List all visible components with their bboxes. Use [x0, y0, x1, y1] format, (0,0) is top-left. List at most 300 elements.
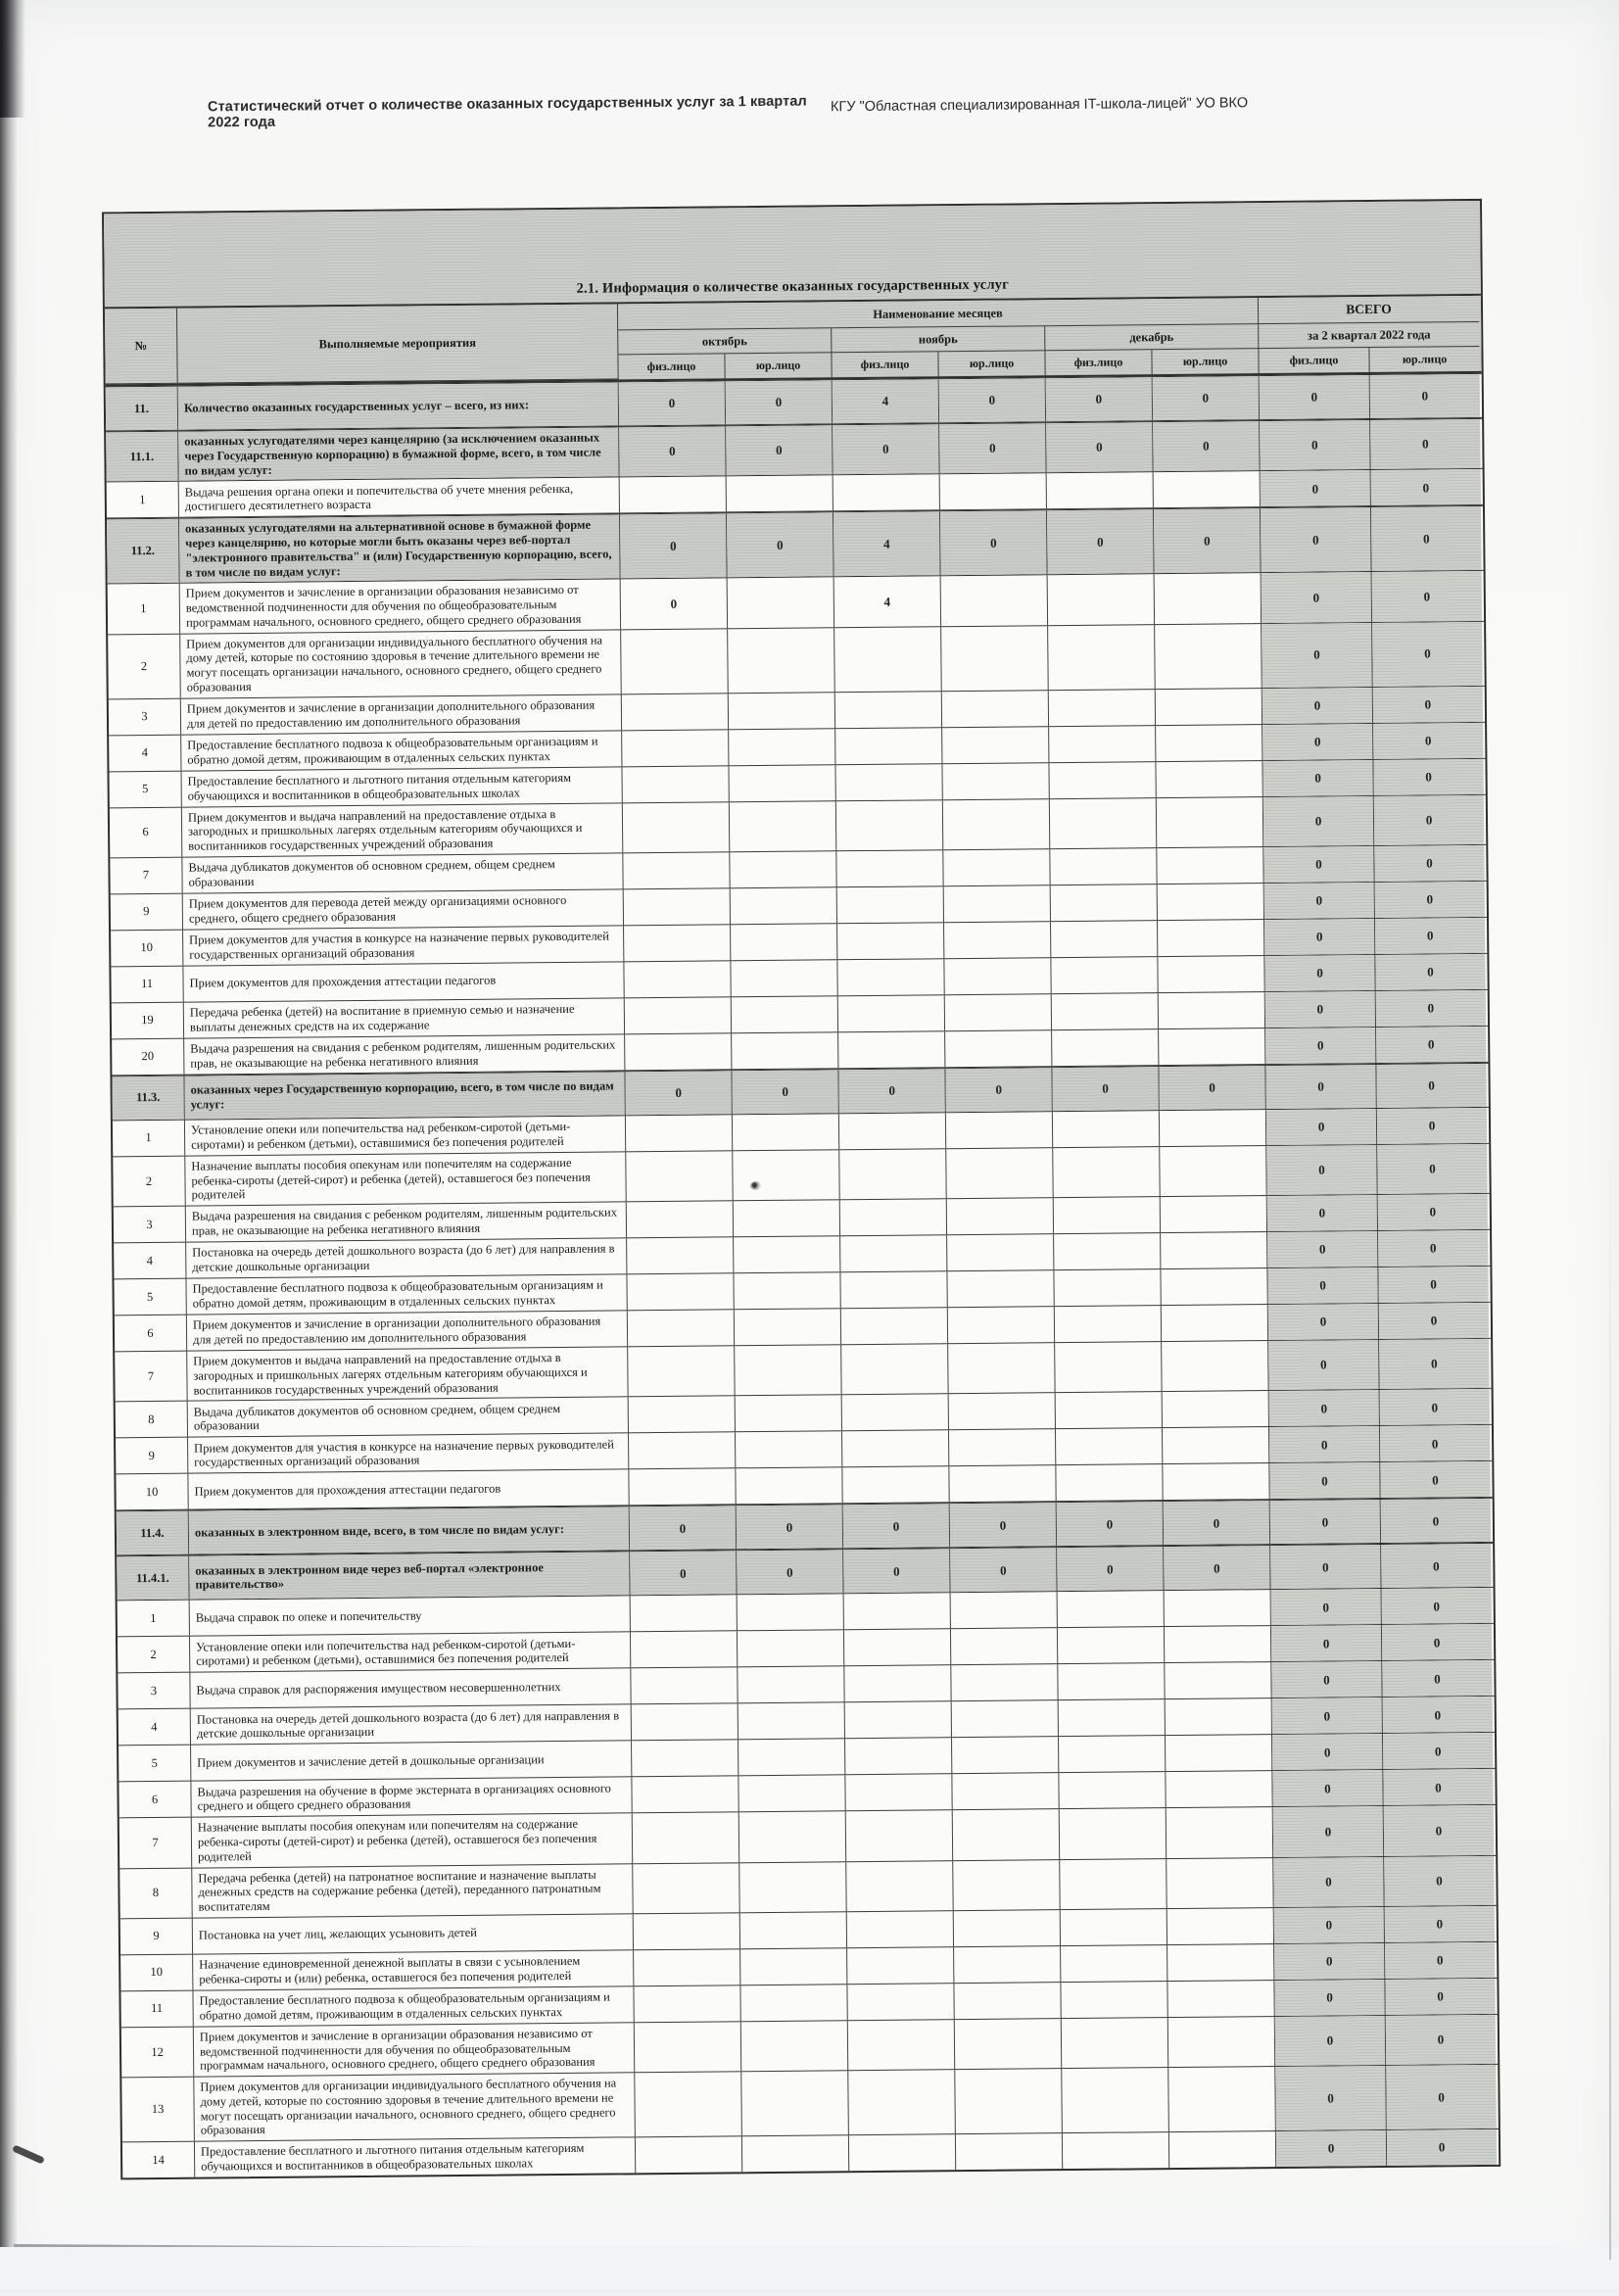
row-label: Предоставление бесплатного и льготного питания отдельным категориям обучающихся и воспитанников в общеобразовательных школах — [195, 2137, 636, 2176]
total-value-cell: 0 — [1371, 506, 1482, 571]
month-value-cell — [729, 765, 835, 801]
row-label: Прием документов для участия в конкурсе на назначение первых руководителей государственных организаций образования — [183, 926, 624, 965]
month-value-cell — [730, 851, 836, 887]
month-value-cell — [1058, 1627, 1165, 1663]
scanner-background — [0, 2247, 1619, 2289]
month-value-cell — [839, 1149, 946, 1199]
month-value-cell — [731, 887, 837, 924]
month-value-cell — [1055, 1306, 1162, 1342]
header-month-december: декабрь — [1045, 324, 1259, 351]
month-value-cell: 0 — [1159, 1066, 1265, 1110]
month-value-cell — [1167, 1908, 1274, 1944]
total-value-cell: 0 — [1272, 1770, 1383, 1806]
total-value-cell: 0 — [1384, 1855, 1494, 1905]
month-value-cell: 4 — [834, 576, 941, 626]
total-value-cell: 0 — [1266, 1145, 1377, 1195]
month-value-cell — [1054, 1197, 1161, 1233]
month-value-cell: 0 — [939, 423, 1046, 473]
row-number: 1 — [118, 1601, 190, 1637]
total-value-cell: 0 — [1372, 621, 1483, 686]
total-value-cell: 0 — [1264, 955, 1375, 991]
month-value-cell: 0 — [1153, 421, 1260, 471]
month-value-cell — [949, 1429, 1056, 1465]
month-value-cell — [847, 1947, 954, 1984]
month-value-cell — [1059, 1699, 1166, 1736]
row-number: 7 — [110, 857, 182, 893]
month-value-cell — [951, 1592, 1058, 1628]
month-value-cell — [1051, 885, 1158, 921]
total-value-cell: 0 — [1275, 2066, 1387, 2130]
header-yur: юр.лицо — [938, 351, 1045, 376]
total-value-cell: 0 — [1375, 918, 1485, 954]
total-value-cell: 0 — [1261, 507, 1372, 572]
row-label: оказанных услугодателями на альтернативной основе в бумажной форме через канцелярию, но которые могли быть оказаны через веб-портал "электронного правительства" и (или) Государственную корпорацию, всего, в том числе по видам услуг: — [179, 515, 621, 583]
month-value-cell — [733, 1150, 839, 1200]
month-value-cell — [1167, 1807, 1273, 1857]
month-value-cell: 0 — [833, 424, 939, 474]
month-value-cell — [1156, 761, 1262, 797]
row-number: 5 — [119, 1746, 191, 1782]
row-label: оказанных в электронном виде через веб-портал «электронное правительство» — [189, 1553, 630, 1600]
month-value-cell — [949, 1393, 1056, 1429]
month-value-cell: 0 — [726, 425, 833, 475]
month-value-cell — [621, 629, 729, 694]
month-value-cell — [952, 1700, 1059, 1737]
month-value-cell — [947, 1234, 1054, 1270]
total-value-cell: 0 — [1373, 758, 1483, 794]
month-value-cell — [955, 2019, 1062, 2069]
row-number: 6 — [110, 807, 182, 857]
row-number: 5 — [109, 771, 181, 807]
row-number: 4 — [114, 1243, 186, 1279]
row-number: 11. — [106, 387, 178, 431]
month-value-cell — [1155, 573, 1262, 623]
month-value-cell — [836, 850, 943, 886]
month-value-cell — [629, 1397, 736, 1433]
row-label: оказанных через Государственную корпорацию, всего, в том числе по видам услуг: — [184, 1072, 625, 1119]
total-value-cell: 0 — [1379, 1303, 1489, 1339]
table-header — [105, 296, 1482, 386]
total-value-cell: 0 — [1384, 1805, 1494, 1855]
row-label: Назначение выплаты пособия опекунам или попечителям на содержание ребенка-сироты (детей-сирот) и ребенка (детей), оставшегося без попечения родителей — [192, 1814, 633, 1868]
header-total: ВСЕГО — [1259, 296, 1479, 324]
page-header — [0, 86, 1609, 131]
month-value-cell — [845, 1738, 952, 1774]
total-value-cell: 0 — [1382, 1588, 1492, 1624]
month-value-cell — [1158, 956, 1264, 992]
month-value-cell — [954, 1946, 1061, 1983]
month-value-cell — [627, 1201, 734, 1237]
report-title: Статистический отчет о количестве оказанных государственных услуг за 1 квартал 2022 года — [207, 93, 807, 131]
total-value-cell: 0 — [1382, 1624, 1492, 1660]
row-number: 1 — [113, 1120, 185, 1156]
total-value-cell: 0 — [1381, 1499, 1491, 1543]
month-value-cell — [940, 473, 1047, 509]
month-value-cell — [945, 994, 1052, 1030]
month-value-cell — [1159, 1028, 1265, 1065]
total-value-cell: 0 — [1273, 1806, 1384, 1856]
row-label: Выдача дубликатов документов об основном среднем, общем среднем образовании — [182, 853, 623, 892]
row-number: 12 — [121, 2027, 194, 2077]
month-value-cell — [627, 1273, 734, 1310]
month-value-cell — [949, 1465, 1056, 1502]
month-value-cell — [1161, 1232, 1267, 1268]
month-value-cell — [1049, 762, 1156, 798]
row-number: 6 — [119, 1782, 191, 1818]
month-value-cell — [837, 923, 944, 959]
month-value-cell — [1062, 2018, 1168, 2068]
total-value-cell: 0 — [1262, 688, 1373, 724]
month-value-cell — [944, 922, 1051, 958]
month-value-cell: 0 — [1154, 508, 1262, 573]
scanner-edge-artifact — [0, 0, 18, 2289]
month-value-cell — [625, 1033, 732, 1070]
month-value-cell — [1054, 1269, 1161, 1306]
month-value-cell: 0 — [620, 514, 728, 579]
month-value-cell: 0 — [843, 1549, 950, 1593]
month-value-cell — [953, 1809, 1060, 1859]
total-value-cell: 0 — [1271, 1661, 1382, 1698]
month-value-cell — [632, 1741, 738, 1777]
month-value-cell: 0 — [727, 513, 834, 578]
month-value-cell — [731, 924, 837, 960]
month-value-cell — [742, 2135, 849, 2172]
page-right-edge — [1609, 1126, 1611, 2260]
total-value-cell: 0 — [1385, 1942, 1495, 1979]
total-value-cell: 0 — [1269, 1462, 1380, 1499]
month-value-cell — [1169, 2131, 1276, 2168]
month-value-cell — [948, 1307, 1055, 1343]
row-label: оказанных услугодателями через канцелярию (за исключением оказанных через Государственную корпорацию) в бумажной форме, всего, в том числе по видам услуг: — [178, 427, 619, 481]
month-value-cell — [840, 1199, 947, 1235]
month-value-cell — [634, 1913, 740, 1949]
month-value-cell — [1053, 1147, 1160, 1197]
month-value-cell — [954, 1983, 1061, 2019]
month-value-cell — [844, 1629, 951, 1665]
header-fiz: физ.лицо — [1259, 348, 1369, 373]
total-value-cell: 0 — [1276, 2130, 1387, 2167]
total-value-cell: 0 — [1267, 1195, 1378, 1231]
month-value-cell — [727, 476, 833, 512]
month-value-cell — [836, 800, 943, 850]
month-value-cell: 0 — [726, 380, 833, 424]
month-value-cell — [622, 730, 729, 766]
total-value-cell: 0 — [1386, 2065, 1497, 2129]
total-value-cell: 0 — [1263, 846, 1374, 883]
month-value-cell — [728, 628, 835, 693]
month-value-cell — [1048, 574, 1155, 624]
month-value-cell — [635, 2072, 742, 2136]
total-value-cell: 0 — [1266, 1109, 1377, 1145]
month-value-cell: 0 — [619, 381, 726, 425]
header-total-period: за 2 квартал 2022 года — [1259, 322, 1479, 349]
month-value-cell: 0 — [1052, 1067, 1159, 1111]
month-value-cell — [838, 1031, 945, 1068]
month-value-cell — [729, 693, 835, 729]
month-value-cell — [842, 1466, 949, 1503]
month-value-cell: 4 — [833, 379, 939, 423]
month-value-cell — [1050, 848, 1157, 885]
row-label: Выдача разрешения на обучение в форме экстерната в организациях основного среднего и общего среднего образования — [191, 1778, 632, 1817]
month-value-cell — [626, 1151, 733, 1201]
month-value-cell — [741, 2021, 848, 2071]
row-number: 9 — [120, 1918, 193, 1954]
month-value-cell: 0 — [732, 1070, 838, 1114]
month-value-cell — [849, 2134, 956, 2171]
month-value-cell — [732, 1032, 838, 1069]
row-number: 7 — [119, 1818, 192, 1868]
row-number: 19 — [112, 1002, 184, 1038]
month-value-cell — [1159, 992, 1265, 1028]
month-value-cell — [738, 1775, 845, 1811]
month-value-cell — [626, 1115, 733, 1151]
month-value-cell: 0 — [1057, 1547, 1164, 1591]
total-value-cell: 0 — [1379, 1339, 1489, 1389]
month-value-cell — [844, 1665, 951, 1701]
total-value-cell: 0 — [1271, 1589, 1382, 1625]
month-value-cell — [620, 477, 727, 513]
row-label: Выдача разрешения на свидания с ребенком родителям, лишенным родительских прав, не оказывающие на ребенка негативного влияния — [184, 1034, 625, 1074]
month-value-cell: 0 — [630, 1552, 737, 1596]
month-value-cell: 0 — [621, 579, 728, 629]
month-value-cell: 0 — [950, 1548, 1057, 1592]
month-value-cell: 0 — [1153, 376, 1260, 420]
month-value-cell — [943, 849, 1050, 885]
month-value-cell — [740, 1948, 847, 1985]
total-value-cell: 0 — [1377, 1108, 1487, 1144]
row-label: оказанных в электронном виде, всего, в том числе по видам услуг: — [189, 1507, 630, 1555]
month-value-cell — [848, 2070, 956, 2134]
total-value-cell: 0 — [1267, 1268, 1378, 1304]
row-number: 4 — [109, 735, 181, 771]
month-value-cell — [634, 1949, 740, 1985]
header-activities: Выполняемые мероприятия — [177, 304, 619, 383]
month-value-cell — [951, 1664, 1058, 1700]
report-table — [102, 199, 1500, 2179]
row-label: Прием документов и зачисление в организации дополнительного образования для детей по предоставлению им дополнительного образования — [187, 1311, 628, 1350]
total-value-cell: 0 — [1387, 2129, 1497, 2166]
month-value-cell — [1050, 798, 1157, 848]
month-value-cell — [732, 996, 838, 1032]
month-value-cell — [739, 1811, 846, 1861]
month-value-cell — [628, 1310, 735, 1346]
month-value-cell: 0 — [630, 1507, 737, 1551]
month-value-cell — [1063, 2132, 1169, 2169]
total-value-cell: 0 — [1264, 919, 1375, 955]
month-value-cell — [1167, 1944, 1274, 1981]
total-value-cell: 0 — [1385, 1906, 1495, 1942]
total-value-cell: 0 — [1380, 1389, 1490, 1425]
total-value-cell: 0 — [1265, 991, 1376, 1028]
row-label: Прием документов и зачисление в организации образования независимо от ведомственной подчиненности для обучения по общеобразовательным программам начального, основного среднего, общего среднего образования — [194, 2023, 635, 2077]
header-month-october: октябрь — [618, 328, 832, 355]
month-value-cell — [634, 1985, 740, 2022]
total-value-cell: 0 — [1374, 845, 1484, 882]
month-value-cell — [633, 1863, 739, 1913]
row-number: 3 — [109, 698, 181, 735]
month-value-cell — [1161, 1268, 1267, 1305]
row-number: 11 — [120, 1990, 193, 2027]
total-value-cell: 0 — [1274, 1980, 1385, 2016]
total-value-cell: 0 — [1377, 1144, 1487, 1194]
month-value-cell — [624, 961, 731, 997]
total-value-cell: 0 — [1268, 1304, 1379, 1340]
row-label: Предоставление бесплатного и льготного питания отдельным категориям обучающихся и воспитанников в общеобразовательных школах — [181, 767, 622, 806]
month-value-cell — [954, 1910, 1061, 1946]
month-value-cell — [1056, 1428, 1163, 1464]
month-value-cell: 0 — [737, 1550, 843, 1594]
month-value-cell — [740, 1985, 847, 2021]
total-value-cell: 0 — [1270, 1500, 1381, 1544]
month-value-cell — [1163, 1391, 1269, 1427]
month-value-cell — [736, 1395, 842, 1431]
total-value-cell: 0 — [1370, 374, 1480, 418]
total-value-cell: 0 — [1380, 1461, 1490, 1498]
row-label: Выдача решения органа опеки и попечительства об учете мнения ребенка, достигшего десятилетнего возраста — [179, 478, 620, 517]
month-value-cell — [947, 1198, 1054, 1234]
month-value-cell — [956, 2133, 1063, 2170]
month-value-cell — [835, 764, 942, 800]
total-value-cell: 0 — [1370, 419, 1480, 469]
row-label: Прием документов и зачисление в организации дополнительного образования для детей по предоставлению им дополнительного образования — [181, 694, 622, 734]
total-value-cell: 0 — [1375, 954, 1485, 990]
row-label: Постановка на очередь детей дошкольного возраста (до 6 лет) для направления в детские дошкольные организации — [186, 1238, 627, 1277]
month-value-cell — [952, 1773, 1059, 1809]
total-value-cell: 0 — [1269, 1426, 1380, 1462]
month-value-cell — [738, 1666, 844, 1702]
total-value-cell: 0 — [1265, 1028, 1376, 1064]
month-value-cell — [846, 1861, 953, 1911]
organization-name: КГУ "Областная специализированная IT-школа-лицей" УО ВКО — [830, 95, 1249, 116]
month-value-cell — [945, 1030, 1052, 1067]
month-value-cell — [1054, 1233, 1161, 1269]
month-value-cell — [1166, 1735, 1272, 1771]
row-number: 9 — [111, 893, 183, 930]
month-value-cell — [943, 799, 1050, 849]
month-value-cell: 0 — [1164, 1501, 1270, 1545]
month-value-cell — [1166, 1698, 1272, 1735]
month-value-cell — [1060, 1808, 1167, 1858]
month-value-cell — [942, 727, 1049, 763]
month-value-cell — [1059, 1772, 1166, 1808]
total-value-cell: 0 — [1262, 760, 1373, 796]
total-value-cell: 0 — [1376, 1027, 1486, 1063]
row-number: 9 — [116, 1438, 188, 1474]
total-value-cell: 0 — [1274, 1943, 1385, 1980]
total-value-cell: 0 — [1373, 686, 1483, 722]
month-value-cell — [834, 627, 942, 692]
row-number: 10 — [116, 1474, 188, 1510]
month-value-cell — [633, 1813, 739, 1863]
month-value-cell — [1058, 1663, 1165, 1699]
total-value-cell: 0 — [1260, 375, 1370, 419]
header-fiz: физ.лицо — [832, 352, 938, 377]
table-section-title: 2.1. Информация о количестве оказанных государственных услуг — [104, 201, 1481, 309]
month-value-cell — [1158, 920, 1264, 956]
month-value-cell — [952, 1737, 1059, 1773]
month-value-cell — [1160, 1146, 1266, 1196]
row-label: Прием документов для организации индивидуального бесплатного обучения на дому детей, которые по состоянию здоровья в течение длительного времени не могут посещать организации начального, основного среднего, общего среднего образования — [194, 2073, 636, 2140]
month-value-cell — [846, 1810, 953, 1860]
total-value-cell: 0 — [1376, 990, 1486, 1027]
month-value-cell — [1052, 1029, 1159, 1066]
month-value-cell — [845, 1701, 952, 1738]
month-value-cell — [835, 728, 942, 764]
month-value-cell — [942, 691, 1049, 727]
month-value-cell — [736, 1431, 842, 1467]
row-label: Предоставление бесплатного подвоза к общеобразовательным организациям и обратно домой детям, проживающим в отдаленных сельских пунктах — [186, 1274, 627, 1314]
row-number: 8 — [119, 1868, 192, 1918]
month-value-cell: 0 — [1046, 377, 1153, 421]
month-value-cell — [635, 2022, 741, 2072]
month-value-cell — [629, 1469, 736, 1506]
total-value-cell: 0 — [1267, 1231, 1378, 1268]
total-value-cell: 0 — [1264, 883, 1375, 919]
total-value-cell: 0 — [1374, 794, 1484, 844]
row-number: 1 — [108, 584, 180, 634]
month-value-cell — [1166, 1771, 1272, 1807]
total-value-cell: 0 — [1268, 1340, 1379, 1390]
month-value-cell — [632, 1777, 738, 1813]
month-value-cell — [1165, 1590, 1271, 1626]
total-value-cell: 0 — [1262, 572, 1372, 622]
month-value-cell — [1052, 993, 1159, 1029]
month-value-cell — [728, 578, 834, 628]
month-value-cell: 4 — [833, 511, 941, 576]
month-value-cell: 0 — [950, 1503, 1057, 1547]
row-number: 2 — [118, 1637, 190, 1673]
total-value-cell: 0 — [1270, 1545, 1381, 1589]
month-value-cell — [735, 1309, 841, 1345]
row-number: 4 — [119, 1709, 191, 1746]
row-label: Прием документов для участия в конкурсе на назначение первых руководителей государственных организаций образования — [188, 1434, 629, 1473]
row-number: 6 — [115, 1315, 187, 1352]
row-number: 10 — [120, 1954, 193, 1990]
month-value-cell — [942, 763, 1049, 799]
month-value-cell: 0 — [1046, 422, 1153, 472]
month-value-cell — [1162, 1305, 1268, 1341]
total-value-cell: 0 — [1381, 1544, 1491, 1588]
row-number: 11 — [111, 966, 183, 1002]
month-value-cell — [1049, 690, 1156, 726]
month-value-cell — [624, 925, 731, 961]
row-label: Предоставление бесплатного подвоза к общеобразовательным организациям и обратно домой детям, проживающим в отдаленных сельских пунктах — [181, 731, 622, 770]
row-number: 13 — [121, 2078, 195, 2142]
month-value-cell — [838, 995, 945, 1031]
total-value-cell: 0 — [1265, 1065, 1376, 1109]
month-value-cell — [627, 1237, 734, 1273]
month-value-cell: 0 — [945, 1068, 1052, 1112]
header-yur: юр.лицо — [1152, 349, 1259, 374]
month-value-cell — [734, 1272, 840, 1309]
row-number: 3 — [118, 1673, 190, 1709]
total-value-cell: 0 — [1378, 1230, 1488, 1267]
month-value-cell — [1167, 1858, 1273, 1908]
month-value-cell — [1058, 1591, 1165, 1627]
month-value-cell — [1062, 2068, 1169, 2132]
row-label: Количество оказанных государственных услуг – всего, из них: — [178, 382, 619, 429]
total-value-cell: 0 — [1260, 420, 1370, 470]
row-label: Выдача дубликатов документов об основном среднем, общем среднем образовании — [188, 1398, 629, 1437]
row-label: Постановка на учет лиц, желающих усыновить детей — [193, 1914, 634, 1953]
month-value-cell — [1047, 472, 1154, 508]
row-label: Прием документов для прохождения аттестации педагогов — [183, 962, 624, 1001]
month-value-cell — [1157, 847, 1263, 884]
month-value-cell — [734, 1200, 840, 1236]
month-value-cell — [835, 692, 942, 728]
row-label: Прием документов для организации индивидуального бесплатного обучения на дому детей, которые по состоянию здоровья в течение длительного времени не могут посещать организации начального, основного среднего, общего среднего образования — [180, 630, 622, 697]
total-value-cell: 0 — [1382, 1660, 1492, 1697]
